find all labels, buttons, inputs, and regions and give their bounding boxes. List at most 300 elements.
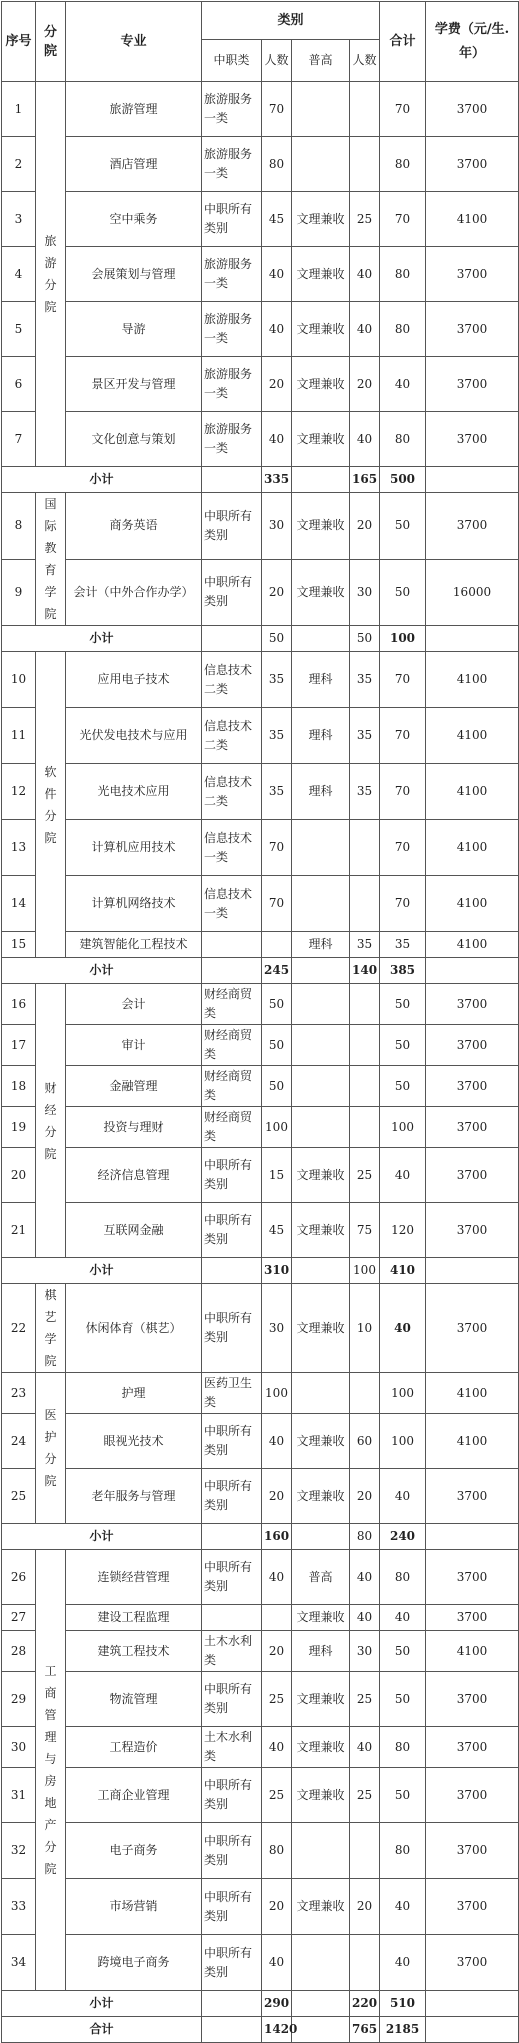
cell-zz-type — [202, 1605, 262, 1631]
cell-zz-type: 中职所有类别 — [202, 559, 262, 626]
cell-fee: 3700 — [426, 1148, 519, 1203]
cell-major: 计算机网络技术 — [66, 876, 202, 932]
cell-seq: 12 — [2, 764, 36, 820]
cell-major: 景区开发与管理 — [66, 357, 202, 412]
cell-seq: 4 — [2, 247, 36, 302]
cell-major: 空中乘务 — [66, 192, 202, 247]
cell-zz-type: 中职所有类别 — [202, 1672, 262, 1727]
cell-count-2: 35 — [350, 932, 380, 958]
subtotal-zz-type — [202, 1991, 262, 2017]
subtotal-count-2: 220 — [350, 1991, 380, 2017]
subtotal-count-2: 100 — [350, 1258, 380, 1284]
cell-gaozhong — [292, 137, 350, 192]
cell-count-1: 25 — [262, 1672, 292, 1727]
cell-seq: 16 — [2, 984, 36, 1025]
cell-total: 40 — [380, 1148, 426, 1203]
cell-fee: 3700 — [426, 1550, 519, 1605]
cell-fee: 3700 — [426, 1879, 519, 1935]
header-gaozhong: 普高 — [292, 40, 350, 82]
cell-count-1: 70 — [262, 82, 292, 137]
subtotal-zz-type — [202, 1524, 262, 1550]
cell-gaozhong — [292, 1107, 350, 1148]
cell-major: 光电技术应用 — [66, 764, 202, 820]
cell-seq: 14 — [2, 876, 36, 932]
subtotal-count-1: 335 — [262, 467, 292, 493]
cell-zz-type: 中职所有类别 — [202, 1469, 262, 1524]
cell-total: 40 — [380, 1284, 426, 1373]
cell-gaozhong — [292, 1823, 350, 1879]
grand-total-gaozhong — [292, 2017, 350, 2043]
cell-count-1: 40 — [262, 302, 292, 357]
cell-major: 经济信息管理 — [66, 1148, 202, 1203]
cell-count-2: 20 — [350, 357, 380, 412]
cell-major: 计算机应用技术 — [66, 820, 202, 876]
cell-seq: 32 — [2, 1823, 36, 1879]
subtotal-total: 240 — [380, 1524, 426, 1550]
cell-major: 休闲体育（棋艺） — [66, 1284, 202, 1373]
cell-major: 建设工程监理 — [66, 1605, 202, 1631]
cell-fee: 3700 — [426, 1284, 519, 1373]
grand-total-zz-type — [202, 2017, 262, 2043]
cell-zz-type: 信息技术一类 — [202, 876, 262, 932]
cell-fee: 4100 — [426, 764, 519, 820]
cell-count-1: 40 — [262, 412, 292, 467]
subtotal-zz-type — [202, 467, 262, 493]
cell-total: 40 — [380, 1879, 426, 1935]
cell-seq: 26 — [2, 1550, 36, 1605]
cell-count-2: 35 — [350, 708, 380, 764]
subtotal-zz-type — [202, 958, 262, 984]
grand-total-count-1: 1420 — [262, 2017, 292, 2043]
cell-total: 50 — [380, 984, 426, 1025]
cell-count-2: 20 — [350, 493, 380, 560]
cell-major: 会计 — [66, 984, 202, 1025]
cell-zz-type: 中职所有类别 — [202, 1550, 262, 1605]
cell-count-1: 15 — [262, 1148, 292, 1203]
subtotal-fee — [426, 958, 519, 984]
cell-count-2: 35 — [350, 652, 380, 708]
cell-gaozhong: 文理兼收 — [292, 1414, 350, 1469]
subtotal-count-1: 290 — [262, 1991, 292, 2017]
cell-fee: 3700 — [426, 357, 519, 412]
grand-total-label: 合计 — [2, 2017, 202, 2043]
grand-total-total: 2185 — [380, 2017, 426, 2043]
cell-zz-type: 信息技术二类 — [202, 764, 262, 820]
cell-seq: 17 — [2, 1025, 36, 1066]
cell-major: 老年服务与管理 — [66, 1469, 202, 1524]
cell-major: 应用电子技术 — [66, 652, 202, 708]
cell-gaozhong: 文理兼收 — [292, 302, 350, 357]
cell-gaozhong: 文理兼收 — [292, 1672, 350, 1727]
cell-gaozhong: 文理兼收 — [292, 192, 350, 247]
cell-count-1: 40 — [262, 1550, 292, 1605]
cell-seq: 11 — [2, 708, 36, 764]
cell-count-2: 20 — [350, 1469, 380, 1524]
subtotal-gaozhong — [292, 958, 350, 984]
cell-zz-type: 医药卫生类 — [202, 1373, 262, 1414]
subtotal-count-2: 80 — [350, 1524, 380, 1550]
cell-major: 导游 — [66, 302, 202, 357]
cell-zz-type: 信息技术一类 — [202, 820, 262, 876]
cell-seq: 25 — [2, 1469, 36, 1524]
cell-total: 80 — [380, 412, 426, 467]
cell-count-1: 35 — [262, 652, 292, 708]
cell-count-2: 40 — [350, 1727, 380, 1768]
cell-fee: 3700 — [426, 1203, 519, 1258]
subtotal-label: 小计 — [2, 1524, 202, 1550]
cell-zz-type: 中职所有类别 — [202, 192, 262, 247]
cell-total: 70 — [380, 876, 426, 932]
cell-count-2 — [350, 984, 380, 1025]
cell-count-2: 60 — [350, 1414, 380, 1469]
subtotal-fee — [426, 626, 519, 652]
cell-total: 70 — [380, 652, 426, 708]
cell-count-1: 20 — [262, 1631, 292, 1672]
cell-total: 100 — [380, 1373, 426, 1414]
cell-gaozhong: 理科 — [292, 652, 350, 708]
header-category: 类别 — [202, 2, 380, 40]
cell-count-2 — [350, 1823, 380, 1879]
cell-gaozhong: 文理兼收 — [292, 1727, 350, 1768]
header-zhongzhi-type: 中职类 — [202, 40, 262, 82]
cell-fee: 3700 — [426, 1672, 519, 1727]
cell-count-1: 20 — [262, 559, 292, 626]
enrollment-table — [1, 1, 519, 2043]
cell-major: 建筑工程技术 — [66, 1631, 202, 1672]
cell-zz-type: 旅游服务一类 — [202, 412, 262, 467]
cell-total: 50 — [380, 1066, 426, 1107]
cell-seq: 28 — [2, 1631, 36, 1672]
cell-gaozhong — [292, 1935, 350, 1991]
subtotal-gaozhong — [292, 1991, 350, 2017]
cell-fee: 3700 — [426, 1935, 519, 1991]
cell-total: 80 — [380, 1727, 426, 1768]
header-total: 合计 — [380, 2, 426, 82]
cell-count-1: 35 — [262, 708, 292, 764]
cell-seq: 15 — [2, 932, 36, 958]
cell-count-1: 50 — [262, 984, 292, 1025]
subtotal-gaozhong — [292, 467, 350, 493]
cell-count-1 — [262, 932, 292, 958]
cell-fee: 3700 — [426, 1823, 519, 1879]
cell-fee: 4100 — [426, 1414, 519, 1469]
grand-total-fee — [426, 2017, 519, 2043]
cell-total: 50 — [380, 1672, 426, 1727]
cell-total: 100 — [380, 1414, 426, 1469]
subtotal-label: 小计 — [2, 1991, 202, 2017]
cell-major: 市场营销 — [66, 1879, 202, 1935]
cell-zz-type: 土木水利类 — [202, 1727, 262, 1768]
cell-fee: 4100 — [426, 932, 519, 958]
dept-tourism: 旅游分院 — [36, 82, 66, 467]
cell-gaozhong: 文理兼收 — [292, 1148, 350, 1203]
cell-seq: 3 — [2, 192, 36, 247]
cell-count-1: 100 — [262, 1373, 292, 1414]
cell-zz-type: 中职所有类别 — [202, 1768, 262, 1823]
cell-major: 旅游管理 — [66, 82, 202, 137]
cell-seq: 23 — [2, 1373, 36, 1414]
subtotal-total: 500 — [380, 467, 426, 493]
cell-gaozhong: 普高 — [292, 1550, 350, 1605]
cell-seq: 30 — [2, 1727, 36, 1768]
dept-finance: 财经分院 — [36, 984, 66, 1258]
cell-fee: 3700 — [426, 493, 519, 560]
cell-gaozhong: 理科 — [292, 932, 350, 958]
header-seq: 序号 — [2, 2, 36, 82]
cell-gaozhong — [292, 1066, 350, 1107]
subtotal-gaozhong — [292, 626, 350, 652]
cell-total: 50 — [380, 1631, 426, 1672]
cell-count-1: 50 — [262, 1066, 292, 1107]
cell-fee: 3700 — [426, 984, 519, 1025]
cell-fee: 3700 — [426, 302, 519, 357]
cell-total: 50 — [380, 559, 426, 626]
cell-count-1: 40 — [262, 1727, 292, 1768]
cell-total: 50 — [380, 493, 426, 560]
cell-gaozhong: 文理兼收 — [292, 412, 350, 467]
cell-gaozhong: 文理兼收 — [292, 1203, 350, 1258]
cell-major: 光伏发电技术与应用 — [66, 708, 202, 764]
cell-major: 电子商务 — [66, 1823, 202, 1879]
cell-fee: 3700 — [426, 82, 519, 137]
cell-count-1: 25 — [262, 1768, 292, 1823]
cell-gaozhong: 理科 — [292, 708, 350, 764]
cell-major: 酒店管理 — [66, 137, 202, 192]
cell-major: 会展策划与管理 — [66, 247, 202, 302]
cell-major: 工程造价 — [66, 1727, 202, 1768]
cell-count-2: 35 — [350, 764, 380, 820]
cell-count-1: 30 — [262, 1284, 292, 1373]
cell-total: 80 — [380, 1550, 426, 1605]
cell-total: 50 — [380, 1025, 426, 1066]
cell-count-1: 40 — [262, 247, 292, 302]
cell-count-2: 30 — [350, 1631, 380, 1672]
cell-gaozhong — [292, 820, 350, 876]
subtotal-label: 小计 — [2, 626, 202, 652]
cell-count-2 — [350, 820, 380, 876]
cell-count-1: 20 — [262, 357, 292, 412]
cell-total: 40 — [380, 1605, 426, 1631]
cell-zz-type — [202, 932, 262, 958]
subtotal-count-2: 140 — [350, 958, 380, 984]
header-count-1: 人数 — [262, 40, 292, 82]
subtotal-gaozhong — [292, 1258, 350, 1284]
cell-total: 100 — [380, 1107, 426, 1148]
cell-count-2 — [350, 137, 380, 192]
cell-count-2: 20 — [350, 1879, 380, 1935]
cell-count-1: 30 — [262, 493, 292, 560]
cell-count-2 — [350, 1107, 380, 1148]
cell-zz-type: 中职所有类别 — [202, 493, 262, 560]
subtotal-count-2: 165 — [350, 467, 380, 493]
cell-seq: 29 — [2, 1672, 36, 1727]
header-dept: 分院 — [36, 2, 66, 82]
cell-count-1 — [262, 1605, 292, 1631]
cell-total: 50 — [380, 1768, 426, 1823]
cell-total: 35 — [380, 932, 426, 958]
cell-zz-type: 信息技术二类 — [202, 708, 262, 764]
subtotal-fee — [426, 467, 519, 493]
cell-count-2 — [350, 876, 380, 932]
cell-count-2: 75 — [350, 1203, 380, 1258]
cell-major: 建筑智能化工程技术 — [66, 932, 202, 958]
cell-seq: 7 — [2, 412, 36, 467]
cell-gaozhong: 文理兼收 — [292, 247, 350, 302]
cell-seq: 5 — [2, 302, 36, 357]
cell-seq: 31 — [2, 1768, 36, 1823]
header-major: 专业 — [66, 2, 202, 82]
cell-zz-type: 财经商贸类 — [202, 984, 262, 1025]
cell-fee: 3700 — [426, 137, 519, 192]
cell-count-2: 40 — [350, 247, 380, 302]
cell-total: 70 — [380, 764, 426, 820]
cell-gaozhong: 文理兼收 — [292, 1605, 350, 1631]
cell-zz-type: 土木水利类 — [202, 1631, 262, 1672]
cell-gaozhong: 文理兼收 — [292, 493, 350, 560]
cell-count-2 — [350, 1066, 380, 1107]
cell-fee: 3700 — [426, 412, 519, 467]
cell-gaozhong: 文理兼收 — [292, 559, 350, 626]
cell-count-2: 40 — [350, 302, 380, 357]
cell-major: 商务英语 — [66, 493, 202, 560]
cell-total: 80 — [380, 302, 426, 357]
cell-gaozhong — [292, 984, 350, 1025]
dept-software: 软件分院 — [36, 652, 66, 958]
cell-zz-type: 中职所有类别 — [202, 1414, 262, 1469]
cell-fee: 3700 — [426, 1727, 519, 1768]
cell-zz-type: 旅游服务一类 — [202, 357, 262, 412]
cell-count-1: 45 — [262, 192, 292, 247]
cell-seq: 24 — [2, 1414, 36, 1469]
cell-major: 金融管理 — [66, 1066, 202, 1107]
cell-count-1: 40 — [262, 1414, 292, 1469]
grand-total-count-2: 765 — [350, 2017, 380, 2043]
cell-fee: 3700 — [426, 1768, 519, 1823]
cell-total: 40 — [380, 357, 426, 412]
cell-fee: 4100 — [426, 820, 519, 876]
subtotal-total: 100 — [380, 626, 426, 652]
cell-total: 80 — [380, 247, 426, 302]
cell-count-1: 100 — [262, 1107, 292, 1148]
cell-major: 互联网金融 — [66, 1203, 202, 1258]
cell-major: 审计 — [66, 1025, 202, 1066]
cell-major: 会计（中外合作办学） — [66, 559, 202, 626]
cell-zz-type: 旅游服务一类 — [202, 247, 262, 302]
cell-major: 投资与理财 — [66, 1107, 202, 1148]
dept-intl: 国际教育学院 — [36, 493, 66, 626]
cell-gaozhong — [292, 1373, 350, 1414]
cell-total: 80 — [380, 137, 426, 192]
cell-count-1: 70 — [262, 820, 292, 876]
cell-seq: 19 — [2, 1107, 36, 1148]
cell-zz-type: 中职所有类别 — [202, 1203, 262, 1258]
subtotal-gaozhong — [292, 1524, 350, 1550]
cell-count-2: 40 — [350, 412, 380, 467]
cell-fee: 4100 — [426, 652, 519, 708]
cell-major: 物流管理 — [66, 1672, 202, 1727]
subtotal-zz-type — [202, 1258, 262, 1284]
cell-fee: 3700 — [426, 1066, 519, 1107]
cell-gaozhong: 理科 — [292, 764, 350, 820]
dept-chess: 棋艺学院 — [36, 1284, 66, 1373]
subtotal-fee — [426, 1991, 519, 2017]
cell-count-2 — [350, 82, 380, 137]
subtotal-count-1: 310 — [262, 1258, 292, 1284]
cell-gaozhong: 文理兼收 — [292, 1284, 350, 1373]
cell-count-2: 40 — [350, 1550, 380, 1605]
subtotal-total: 510 — [380, 1991, 426, 2017]
cell-total: 40 — [380, 1469, 426, 1524]
cell-major: 跨境电子商务 — [66, 1935, 202, 1991]
cell-count-1: 35 — [262, 764, 292, 820]
cell-fee: 4100 — [426, 192, 519, 247]
dept-business: 工商管理与房地产分院 — [36, 1550, 66, 1991]
cell-count-2: 25 — [350, 192, 380, 247]
cell-seq: 20 — [2, 1148, 36, 1203]
cell-seq: 27 — [2, 1605, 36, 1631]
cell-fee: 16000 — [426, 559, 519, 626]
cell-zz-type: 中职所有类别 — [202, 1823, 262, 1879]
cell-count-2 — [350, 1373, 380, 1414]
cell-total: 70 — [380, 820, 426, 876]
cell-total: 70 — [380, 192, 426, 247]
cell-seq: 8 — [2, 493, 36, 560]
cell-zz-type: 财经商贸类 — [202, 1025, 262, 1066]
cell-count-1: 50 — [262, 1025, 292, 1066]
cell-zz-type: 中职所有类别 — [202, 1935, 262, 1991]
cell-seq: 34 — [2, 1935, 36, 1991]
cell-count-1: 40 — [262, 1935, 292, 1991]
cell-zz-type: 中职所有类别 — [202, 1148, 262, 1203]
cell-fee: 3700 — [426, 1605, 519, 1631]
cell-count-1: 20 — [262, 1469, 292, 1524]
cell-zz-type: 财经商贸类 — [202, 1107, 262, 1148]
subtotal-count-1: 160 — [262, 1524, 292, 1550]
cell-count-1: 80 — [262, 1823, 292, 1879]
cell-seq: 2 — [2, 137, 36, 192]
cell-fee: 3700 — [426, 1107, 519, 1148]
cell-zz-type: 信息技术二类 — [202, 652, 262, 708]
cell-seq: 10 — [2, 652, 36, 708]
cell-total: 80 — [380, 1823, 426, 1879]
cell-fee: 4100 — [426, 708, 519, 764]
cell-gaozhong: 文理兼收 — [292, 357, 350, 412]
cell-zz-type: 中职所有类别 — [202, 1879, 262, 1935]
cell-seq: 22 — [2, 1284, 36, 1373]
cell-major: 工商企业管理 — [66, 1768, 202, 1823]
cell-count-2: 25 — [350, 1672, 380, 1727]
cell-count-2: 25 — [350, 1768, 380, 1823]
cell-seq: 9 — [2, 559, 36, 626]
cell-fee: 3700 — [426, 1469, 519, 1524]
cell-count-2 — [350, 1025, 380, 1066]
cell-total: 120 — [380, 1203, 426, 1258]
cell-major: 连锁经营管理 — [66, 1550, 202, 1605]
cell-seq: 13 — [2, 820, 36, 876]
subtotal-count-2: 50 — [350, 626, 380, 652]
cell-zz-type: 旅游服务一类 — [202, 82, 262, 137]
header-count-2: 人数 — [350, 40, 380, 82]
cell-total: 40 — [380, 1935, 426, 1991]
cell-count-2: 10 — [350, 1284, 380, 1373]
cell-gaozhong: 理科 — [292, 1631, 350, 1672]
cell-gaozhong — [292, 876, 350, 932]
cell-zz-type: 旅游服务一类 — [202, 302, 262, 357]
cell-seq: 1 — [2, 82, 36, 137]
subtotal-count-1: 245 — [262, 958, 292, 984]
cell-fee: 3700 — [426, 247, 519, 302]
cell-count-1: 45 — [262, 1203, 292, 1258]
